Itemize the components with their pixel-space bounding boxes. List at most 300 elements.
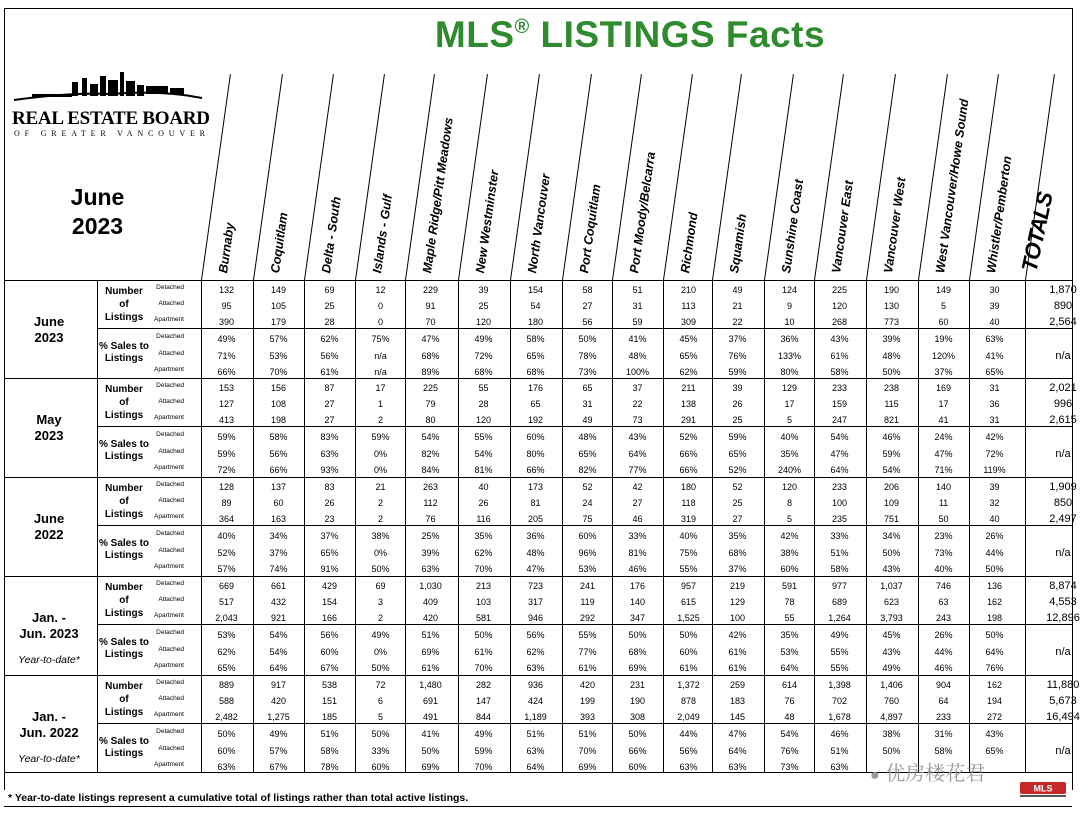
sales-ratio-cell: 61% — [474, 647, 493, 657]
listings-count-cell: 27 — [732, 514, 743, 524]
listings-count-cell: 213 — [475, 581, 492, 591]
listings-count-cell: 225 — [831, 285, 848, 295]
sales-ratio-cell: 49% — [371, 630, 390, 640]
listings-count-cell: 259 — [729, 680, 746, 690]
column-header: New Westminster — [473, 169, 502, 274]
sales-ratio-cell: 51% — [526, 729, 545, 739]
listings-count-cell: 180 — [527, 317, 544, 327]
sales-ratio-cell: 37% — [728, 564, 747, 574]
listings-count-cell: 1,398 — [828, 680, 851, 690]
sales-ratio-cell: 71% — [217, 351, 236, 361]
sales-ratio-cell: 66% — [628, 746, 647, 756]
listings-count-cell: 238 — [883, 383, 900, 393]
listings-count-cell: 120 — [831, 301, 848, 311]
sales-ratio-cell: 68% — [474, 367, 493, 377]
sales-ratio-cell: 23% — [934, 531, 953, 541]
listings-count-cell: 69 — [324, 285, 335, 295]
sales-ratio-cell: 63% — [985, 334, 1004, 344]
sales-ratio-cell: 56% — [526, 630, 545, 640]
metric-label-line: Number — [105, 286, 143, 297]
sales-ratio-cell: 65% — [985, 746, 1004, 756]
sales-ratio-cell: 53% — [269, 351, 288, 361]
metric-label-line: Number — [105, 582, 143, 593]
sales-ratio-cell: 61% — [320, 367, 339, 377]
listings-count-cell: 309 — [680, 317, 697, 327]
sales-ratio-cell: 43% — [628, 432, 647, 442]
grid-line — [4, 280, 1072, 281]
listings-count-cell: 2 — [377, 498, 383, 508]
wechat-icon: ● — [870, 767, 880, 784]
listings-count-cell: 291 — [680, 415, 697, 425]
sales-ratio-cell: 54% — [780, 729, 799, 739]
sales-ratio-cell: 63% — [217, 762, 236, 772]
listings-count-cell: 2 — [377, 415, 383, 425]
listings-total-cell: 2,615 — [1049, 414, 1077, 426]
sales-ratio-cell: 59% — [882, 449, 901, 459]
sales-ratio-cell: 45% — [679, 334, 698, 344]
sales-ratio-cell: 33% — [830, 531, 849, 541]
listings-count-cell: 154 — [527, 285, 544, 295]
listings-count-cell: 308 — [629, 712, 646, 722]
reb-logo — [12, 72, 212, 142]
sales-ratio-cell: 37% — [320, 531, 339, 541]
listings-count-cell: 581 — [475, 613, 492, 623]
listings-count-cell: 28 — [324, 317, 335, 327]
listings-count-cell: 364 — [218, 514, 235, 524]
sales-ratio-cell: 37% — [934, 367, 953, 377]
subtype-label: Attached — [158, 547, 184, 554]
sales-ratio-cell: 60% — [526, 432, 545, 442]
grid-line — [4, 576, 1072, 577]
column-header: Maple Ridge/Pitt Meadows — [420, 116, 456, 274]
sales-ratio-cell: 57% — [269, 334, 288, 344]
sales-ratio-cell: 47% — [421, 334, 440, 344]
listings-count-cell: 100 — [831, 498, 848, 508]
metric-label-line: Number — [105, 483, 143, 494]
sales-ratio-cell: 76% — [780, 746, 799, 756]
sales-ratio-cell: 55% — [578, 630, 597, 640]
sales-ratio-cell: 48% — [628, 351, 647, 361]
subtype-label: Apartment — [154, 662, 184, 669]
listings-count-cell: 180 — [680, 482, 697, 492]
sales-ratio-cell: 89% — [421, 367, 440, 377]
metric-label-line: Listings — [104, 649, 144, 660]
sales-ratio-cell: 50% — [421, 746, 440, 756]
listings-count-cell: 1,030 — [419, 581, 442, 591]
listings-count-cell: 73 — [632, 415, 643, 425]
sales-ratio-cell: 80% — [780, 367, 799, 377]
sales-ratio-cell: 68% — [728, 548, 747, 558]
sales-ratio-cell: 33% — [628, 531, 647, 541]
sales-ratio-cell: 64% — [728, 746, 747, 756]
sales-ratio-cell: 82% — [578, 465, 597, 475]
listings-count-cell: 63 — [938, 597, 949, 607]
sales-ratio-cell: 75% — [371, 334, 390, 344]
sales-ratio-cell: 91% — [320, 564, 339, 574]
listings-count-cell: 5 — [377, 712, 383, 722]
listings-count-cell: 130 — [883, 301, 900, 311]
sales-ratio-cell: 31% — [934, 729, 953, 739]
sales-ratio-cell: 42% — [985, 432, 1004, 442]
sales-ratio-cell: 59% — [728, 367, 747, 377]
sales-ratio-cell: 58% — [830, 564, 849, 574]
listings-count-cell: 921 — [270, 613, 287, 623]
listings-count-cell: 105 — [270, 301, 287, 311]
sales-ratio-cell: 49% — [217, 334, 236, 344]
sales-ratio-cell: 50% — [474, 630, 493, 640]
listings-count-cell: 39 — [478, 285, 489, 295]
listings-count-cell: 22 — [632, 399, 643, 409]
listings-count-cell: 27 — [582, 301, 593, 311]
sales-ratio-cell: 61% — [728, 647, 747, 657]
listings-count-cell: 28 — [478, 399, 489, 409]
listings-count-cell: 25 — [732, 498, 743, 508]
listings-count-cell: 21 — [375, 482, 386, 492]
sales-ratio-cell: 70% — [474, 564, 493, 574]
sales-ratio-cell: 49% — [474, 334, 493, 344]
row-period-label — [4, 412, 94, 444]
footnote: * Year-to-date listings represent a cumulative total of listings rather than total active listings. — [8, 792, 469, 804]
subtype-label: Detached — [156, 431, 184, 438]
listings-count-cell: 32 — [989, 498, 1000, 508]
sales-ratio-cell: 41% — [421, 729, 440, 739]
sales-ratio-cell: 63% — [526, 746, 545, 756]
sales-ratio-cell: 69% — [421, 762, 440, 772]
sales-ratio-cell: 72% — [985, 449, 1004, 459]
listings-count-cell: 17 — [375, 383, 386, 393]
sales-ratio-cell: 42% — [728, 630, 747, 640]
sales-ratio-cell: 100% — [625, 367, 650, 377]
listings-count-cell: 1,264 — [828, 613, 851, 623]
sales-ratio-cell: 44% — [985, 548, 1004, 558]
listings-count-cell: 112 — [423, 498, 438, 508]
subtype-label: Attached — [158, 398, 184, 405]
sales-ratio-cell: 52% — [728, 465, 747, 475]
sales-ratio-cell: 47% — [934, 449, 953, 459]
sales-ratio-cell: 58% — [526, 334, 545, 344]
listings-count-cell: 132 — [218, 285, 235, 295]
sales-ratio-cell: 40% — [679, 531, 698, 541]
sales-ratio-cell: 69% — [628, 663, 647, 673]
sales-ratio-cell: 64% — [628, 449, 647, 459]
sales-ratio-cell: 65% — [679, 351, 698, 361]
listings-count-cell: 205 — [527, 514, 544, 524]
subtype-label: Attached — [158, 596, 184, 603]
listings-count-cell: 40 — [989, 514, 1000, 524]
sales-total-cell: n/a — [1055, 547, 1071, 559]
listings-total-cell: 2,021 — [1049, 382, 1077, 394]
metric-label-line: % Sales to — [98, 736, 150, 747]
listings-count-cell: 946 — [527, 613, 544, 623]
listings-count-cell: 225 — [422, 383, 439, 393]
listings-count-cell: 27 — [324, 399, 335, 409]
listings-count-cell: 87 — [324, 383, 335, 393]
ytd-label: Year-to-date* — [18, 753, 80, 765]
row-period-label — [4, 610, 94, 642]
listings-count-cell: 198 — [270, 415, 287, 425]
listings-count-cell: 145 — [729, 712, 746, 722]
grid-line — [97, 426, 1072, 427]
sales-ratio-cell: 19% — [934, 334, 953, 344]
sales-ratio-cell: 39% — [421, 548, 440, 558]
listings-count-cell: 4,897 — [880, 712, 903, 722]
sales-ratio-cell: 75% — [679, 548, 698, 558]
sales-ratio-cell: 70% — [474, 663, 493, 673]
listings-count-cell: 190 — [629, 696, 646, 706]
listings-count-cell: 233 — [935, 712, 952, 722]
metric-label-line: Number — [105, 681, 143, 692]
subtype-label: Detached — [156, 382, 184, 389]
sales-ratio-cell: 63% — [728, 762, 747, 772]
sales-ratio-cell: 59% — [217, 432, 236, 442]
subtype-label: Apartment — [154, 316, 184, 323]
listings-count-cell: 1,678 — [828, 712, 851, 722]
column-header: Vancouver East — [829, 179, 856, 274]
listings-count-cell: 64 — [938, 696, 949, 706]
sales-total-cell: n/a — [1055, 745, 1071, 757]
subtype-label: Apartment — [154, 761, 184, 768]
listings-count-cell: 614 — [781, 680, 798, 690]
listings-count-cell: 199 — [579, 696, 596, 706]
listings-count-cell: 1,525 — [677, 613, 700, 623]
listings-count-cell: 247 — [831, 415, 848, 425]
sales-ratio-cell: 77% — [628, 465, 647, 475]
sales-ratio-cell: 50% — [628, 630, 647, 640]
listings-count-cell: 128 — [218, 482, 235, 492]
listings-count-cell: 140 — [629, 597, 646, 607]
listings-count-cell: 31 — [989, 383, 1000, 393]
sales-ratio-cell: 61% — [830, 351, 849, 361]
page-title: MLS® LISTINGS Facts — [434, 14, 826, 55]
sales-ratio-cell: 63% — [830, 762, 849, 772]
listings-count-cell: 1,189 — [524, 712, 547, 722]
metric-label-listings — [98, 285, 150, 324]
listings-count-cell: 37 — [632, 383, 643, 393]
listings-count-cell: 41 — [938, 415, 949, 425]
sales-ratio-cell: 66% — [269, 465, 288, 475]
sales-ratio-cell: 80% — [526, 449, 545, 459]
listings-count-cell: 432 — [270, 597, 287, 607]
row-period-line: 2023 — [34, 330, 64, 345]
sales-ratio-cell: 66% — [526, 465, 545, 475]
listings-count-cell: 977 — [831, 581, 848, 591]
sales-ratio-cell: 69% — [578, 762, 597, 772]
sales-ratio-cell: 50% — [371, 564, 390, 574]
sales-ratio-cell: 50% — [882, 548, 901, 558]
row-period-label — [4, 314, 94, 346]
sales-ratio-cell: 35% — [780, 630, 799, 640]
listings-count-cell: 2,043 — [215, 613, 238, 623]
listings-count-cell: 844 — [475, 712, 492, 722]
subtype-label: Attached — [158, 646, 184, 653]
metric-label-sales — [98, 538, 150, 562]
metric-label-line: of — [119, 299, 129, 310]
sales-ratio-cell: 52% — [679, 432, 698, 442]
svg-text:MLS: MLS — [1033, 783, 1053, 794]
sales-ratio-cell: 50% — [985, 630, 1004, 640]
sales-ratio-cell: 63% — [679, 762, 698, 772]
listings-count-cell: 5 — [786, 415, 792, 425]
listings-count-cell: 0 — [377, 301, 383, 311]
sales-ratio-cell: 40% — [780, 432, 799, 442]
listings-count-cell: 39 — [732, 383, 743, 393]
listings-count-cell: 9 — [786, 301, 792, 311]
listings-count-cell: 127 — [218, 399, 235, 409]
sales-ratio-cell: 26% — [934, 630, 953, 640]
listings-count-cell: 17 — [784, 399, 795, 409]
listings-count-cell: 124 — [781, 285, 798, 295]
sales-ratio-cell: 58% — [320, 746, 339, 756]
metric-label-line: % Sales to — [98, 341, 150, 352]
listings-count-cell: 231 — [629, 680, 646, 690]
sales-ratio-cell: 42% — [780, 531, 799, 541]
sales-ratio-cell: 56% — [320, 351, 339, 361]
listings-count-cell: 65 — [530, 399, 541, 409]
subtype-label: Apartment — [154, 366, 184, 373]
sales-ratio-cell: 40% — [934, 564, 953, 574]
subtype-label: Detached — [156, 530, 184, 537]
sales-ratio-cell: 52% — [217, 548, 236, 558]
column-header: Coquitlam — [268, 211, 291, 274]
listings-count-cell: 25 — [732, 415, 743, 425]
listings-count-cell: 390 — [218, 317, 235, 327]
listings-count-cell: 233 — [831, 482, 848, 492]
sales-ratio-cell: 46% — [882, 432, 901, 442]
listings-count-cell: 760 — [883, 696, 900, 706]
sales-ratio-cell: 68% — [628, 647, 647, 657]
listings-count-cell: 149 — [935, 285, 952, 295]
sales-ratio-cell: 64% — [830, 465, 849, 475]
listings-count-cell: 263 — [422, 482, 439, 492]
row-period-label — [4, 511, 94, 543]
sales-ratio-cell: 72% — [474, 351, 493, 361]
column-header: Richmond — [678, 211, 701, 274]
sales-ratio-cell: 68% — [421, 351, 440, 361]
listings-count-cell: 917 — [270, 680, 287, 690]
row-period-line: Jan. - — [32, 709, 66, 724]
listings-count-cell: 538 — [321, 680, 338, 690]
listings-count-cell: 429 — [321, 581, 338, 591]
sales-ratio-cell: 26% — [985, 531, 1004, 541]
sales-ratio-cell: 50% — [628, 729, 647, 739]
sales-ratio-cell: 38% — [371, 531, 390, 541]
listings-count-cell: 723 — [527, 581, 544, 591]
sales-ratio-cell: 58% — [269, 432, 288, 442]
column-header: Vancouver West — [881, 176, 909, 274]
listings-count-cell: 95 — [221, 301, 232, 311]
sales-ratio-cell: 34% — [269, 531, 288, 541]
watermark: ● 优房楼花君 — [870, 763, 986, 785]
sales-ratio-cell: 66% — [217, 367, 236, 377]
sales-ratio-cell: 64% — [269, 663, 288, 673]
sales-ratio-cell: 69% — [421, 647, 440, 657]
listings-count-cell: 229 — [422, 285, 439, 295]
grid-line — [97, 328, 1072, 329]
sales-ratio-cell: 53% — [780, 647, 799, 657]
listings-count-cell: 36 — [989, 399, 1000, 409]
sales-ratio-cell: 78% — [320, 762, 339, 772]
sales-ratio-cell: 36% — [526, 531, 545, 541]
sales-ratio-cell: 60% — [371, 762, 390, 772]
row-period-line: 2022 — [34, 527, 64, 542]
sales-ratio-cell: 43% — [882, 564, 901, 574]
listings-count-cell: 179 — [270, 317, 287, 327]
listings-count-cell: 615 — [680, 597, 697, 607]
subtype-label: Attached — [158, 745, 184, 752]
sales-ratio-cell: 56% — [320, 630, 339, 640]
listings-count-cell: 31 — [582, 399, 593, 409]
metric-label-line: Listings — [104, 312, 144, 323]
subtype-label: Detached — [156, 679, 184, 686]
listings-count-cell: 25 — [478, 301, 489, 311]
sales-ratio-cell: 72% — [217, 465, 236, 475]
listings-count-cell: 957 — [680, 581, 697, 591]
sales-ratio-cell: 58% — [934, 746, 953, 756]
sales-ratio-cell: n/a — [374, 351, 387, 361]
listings-total-cell: 890 — [1053, 300, 1073, 312]
listings-count-cell: 11 — [938, 498, 949, 508]
listings-count-cell: 59 — [632, 317, 643, 327]
listings-count-cell: 17 — [938, 399, 949, 409]
listings-count-cell: 40 — [989, 317, 1000, 327]
sales-ratio-cell: 240% — [777, 465, 802, 475]
sales-ratio-cell: 60% — [780, 564, 799, 574]
sales-ratio-cell: 0% — [373, 647, 387, 657]
sales-ratio-cell: 48% — [578, 432, 597, 442]
listings-count-cell: 129 — [729, 597, 746, 607]
listings-count-cell: 115 — [884, 399, 899, 409]
sales-ratio-cell: 46% — [934, 663, 953, 673]
sales-ratio-cell: 54% — [882, 465, 901, 475]
sales-ratio-cell: 54% — [269, 630, 288, 640]
sales-ratio-cell: 50% — [882, 367, 901, 377]
sales-ratio-cell: 37% — [728, 334, 747, 344]
listings-count-cell: 1,480 — [419, 680, 442, 690]
metric-label-line: % Sales to — [98, 538, 150, 549]
listings-count-cell: 10 — [784, 317, 795, 327]
listings-count-cell: 166 — [321, 613, 338, 623]
subtype-label: Detached — [156, 629, 184, 636]
listings-count-cell: 103 — [475, 597, 492, 607]
grid-line — [4, 806, 1072, 807]
subtype-label: Attached — [158, 695, 184, 702]
sales-ratio-cell: 54% — [474, 449, 493, 459]
sales-ratio-cell: 35% — [728, 531, 747, 541]
listings-count-cell: 153 — [218, 383, 235, 393]
column-header: Port Moody/Belcarra — [627, 150, 659, 274]
listings-count-cell: 6 — [377, 696, 383, 706]
listings-count-cell: 746 — [935, 581, 952, 591]
listings-count-cell: 235 — [831, 514, 848, 524]
listings-count-cell: 268 — [831, 317, 848, 327]
listings-total-cell: 16,494 — [1046, 711, 1080, 723]
sales-ratio-cell: 76% — [728, 351, 747, 361]
sales-ratio-cell: 49% — [474, 729, 493, 739]
listings-total-cell: 996 — [1053, 398, 1073, 410]
listings-count-cell: 91 — [425, 301, 436, 311]
listings-count-cell: 54 — [530, 301, 541, 311]
listings-count-cell: 176 — [527, 383, 544, 393]
metric-label-line: Listings — [104, 550, 144, 561]
listings-count-cell: 0 — [377, 317, 383, 327]
listings-count-cell: 60 — [273, 498, 284, 508]
listings-count-cell: 424 — [527, 696, 544, 706]
listings-count-cell: 25 — [324, 301, 335, 311]
column-header: Burnaby — [216, 221, 238, 274]
listings-count-cell: 588 — [218, 696, 235, 706]
sales-ratio-cell: 55% — [830, 647, 849, 657]
listings-count-cell: 113 — [681, 301, 696, 311]
